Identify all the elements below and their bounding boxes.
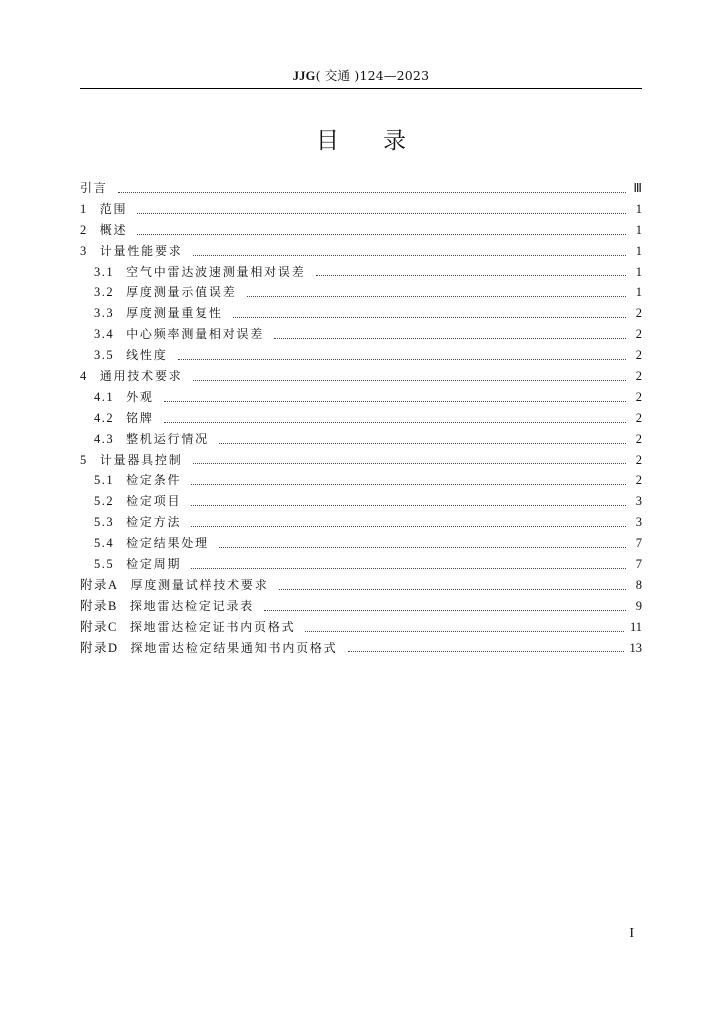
toc-entry[interactable] <box>80 324 642 345</box>
toc-entry-label: 外观 <box>126 389 154 404</box>
toc-entry-page: 2 <box>635 306 642 321</box>
dot-leader <box>279 589 626 590</box>
standard-dept: ( 交通 ) <box>315 68 360 83</box>
toc-entry-page: 8 <box>635 577 642 592</box>
toc-title: 目录 <box>316 128 450 154</box>
toc-entry-number: 5.1 <box>94 473 115 488</box>
toc-entry-label: 计量性能要求 <box>99 243 183 258</box>
dot-leader <box>164 401 626 402</box>
page-header <box>80 66 642 84</box>
dot-leader <box>193 463 626 464</box>
toc-entry-number: 5.3 <box>94 515 115 530</box>
toc-entry-label: 铭牌 <box>126 410 154 425</box>
toc-entry-page: 1 <box>635 243 642 258</box>
standard-code: JJG <box>292 69 316 83</box>
dot-leader <box>191 484 626 485</box>
toc-entry-number: 3.5 <box>94 348 115 363</box>
toc-entry-number: 4.1 <box>94 389 115 404</box>
toc-entry-page: 2 <box>635 410 642 425</box>
toc-entry-label: 中心频率测量相对误差 <box>126 327 265 342</box>
dot-leader <box>193 380 626 381</box>
toc-entry-page: 1 <box>635 264 642 279</box>
dot-leader <box>233 317 626 318</box>
toc-entry[interactable] <box>80 199 642 220</box>
toc-entry-number: 3.2 <box>94 285 115 300</box>
toc-entry[interactable] <box>80 512 642 533</box>
toc-entry-page: 9 <box>635 598 642 613</box>
toc-entry-label: 探地雷达检定记录表 <box>129 598 255 613</box>
toc-entry-number: 附录B <box>80 598 118 613</box>
toc-entry-page: 11 <box>629 619 642 634</box>
toc-entry-number: 附录D <box>80 640 119 655</box>
toc-entry-page: 7 <box>635 557 642 572</box>
toc-entry-page: 3 <box>635 515 642 530</box>
dot-leader <box>193 255 626 256</box>
toc-entry[interactable] <box>80 408 642 429</box>
toc-entry[interactable] <box>80 638 642 659</box>
toc-entry[interactable] <box>80 345 642 366</box>
toc-entry-label: 厚度测量示值误差 <box>126 285 237 300</box>
toc-entry-label: 探地雷达检定结果通知书内页格式 <box>130 640 338 655</box>
toc-entry-label: 检定周期 <box>126 557 182 572</box>
toc-entry-number: 4 <box>80 369 88 383</box>
toc-entry-number: 附录C <box>80 619 118 634</box>
toc-entry[interactable] <box>80 303 642 324</box>
toc-entry[interactable] <box>80 366 642 387</box>
toc-entry-page: Ⅲ <box>633 180 642 195</box>
toc-entry[interactable] <box>80 596 642 617</box>
toc-entry-label: 通用技术要求 <box>99 369 183 383</box>
toc-entry-label: 检定方法 <box>126 515 182 530</box>
toc-entry[interactable] <box>80 575 642 596</box>
dot-leader <box>118 192 626 193</box>
toc-entry-label: 线性度 <box>126 348 168 363</box>
toc-entry-label: 计量器具控制 <box>99 452 183 467</box>
toc-entry-label: 空气中雷达波速测量相对误差 <box>126 264 306 279</box>
toc-entry-number: 5.4 <box>94 536 115 551</box>
table-of-contents <box>80 178 642 658</box>
toc-entry[interactable] <box>80 220 642 241</box>
toc-entry-number: 2 <box>80 222 88 237</box>
dot-leader <box>137 213 626 214</box>
toc-entry[interactable] <box>80 178 642 199</box>
toc-entry[interactable] <box>80 262 642 283</box>
toc-entry-page: 3 <box>635 494 642 509</box>
dot-leader <box>219 443 626 444</box>
toc-entry-number: 附录A <box>80 577 119 592</box>
toc-entry[interactable] <box>80 387 642 408</box>
toc-entry-number: 1 <box>80 201 88 216</box>
toc-entry[interactable] <box>80 491 642 512</box>
toc-entry-number: 4.3 <box>94 431 115 446</box>
toc-entry-page: 1 <box>635 201 642 216</box>
dot-leader <box>191 568 626 569</box>
standard-number: 124—2023 <box>359 68 430 83</box>
toc-entry-label: 厚度测量重复性 <box>126 306 223 321</box>
toc-entry-page: 7 <box>635 536 642 551</box>
toc-entry-number: 4.2 <box>94 410 115 425</box>
dot-leader <box>164 422 626 423</box>
toc-entry[interactable] <box>80 470 642 491</box>
toc-entry[interactable] <box>80 554 642 575</box>
toc-entry[interactable] <box>80 617 642 638</box>
toc-entry-label: 探地雷达检定证书内页格式 <box>129 619 296 634</box>
toc-entry[interactable] <box>80 533 642 554</box>
toc-entry-number: 3 <box>80 243 88 258</box>
dot-leader <box>274 338 626 339</box>
toc-entry-page: 2 <box>635 473 642 488</box>
toc-entry-page: 2 <box>635 327 642 342</box>
toc-entry[interactable] <box>80 429 642 450</box>
toc-entry-page: 13 <box>629 640 642 655</box>
toc-entry-page: 2 <box>635 389 642 404</box>
dot-leader <box>191 526 626 527</box>
toc-entry[interactable] <box>80 450 642 471</box>
toc-entry[interactable] <box>80 282 642 303</box>
dot-leader <box>264 610 626 611</box>
dot-leader <box>219 547 626 548</box>
dot-leader <box>247 296 626 297</box>
toc-entry-label: 检定条件 <box>126 473 182 488</box>
dot-leader <box>191 505 626 506</box>
toc-entry-label: 整机运行情况 <box>126 431 209 446</box>
dot-leader <box>137 234 626 235</box>
dot-leader <box>316 275 626 276</box>
toc-entry-label: 检定结果处理 <box>126 536 209 551</box>
toc-entry-number: 5.2 <box>94 494 115 509</box>
toc-entry-page: 2 <box>635 348 642 363</box>
toc-entry-label: 概述 <box>99 222 128 237</box>
page-number: I <box>629 926 634 941</box>
dot-leader <box>305 631 624 632</box>
toc-entry-number: 5 <box>80 452 88 467</box>
toc-entry-number: 3.3 <box>94 306 115 321</box>
header-rule <box>80 88 642 89</box>
toc-entry-page: 2 <box>635 369 642 383</box>
toc-entry-label: 检定项目 <box>126 494 182 509</box>
toc-entry-number: 3.1 <box>94 264 115 279</box>
toc-entry-number: 3.4 <box>94 327 115 342</box>
dot-leader <box>348 651 624 652</box>
toc-entry-label: 引言 <box>80 180 108 195</box>
toc-entry-page: 2 <box>635 431 642 446</box>
toc-entry-label: 范围 <box>99 201 128 216</box>
dot-leader <box>178 359 626 360</box>
toc-entry[interactable] <box>80 241 642 262</box>
toc-entry-number: 5.5 <box>94 557 115 572</box>
toc-entry-page: 1 <box>635 222 642 237</box>
toc-entry-label: 厚度测量试样技术要求 <box>130 577 269 592</box>
toc-entry-page: 2 <box>635 452 642 467</box>
toc-entry-page: 1 <box>635 285 642 300</box>
